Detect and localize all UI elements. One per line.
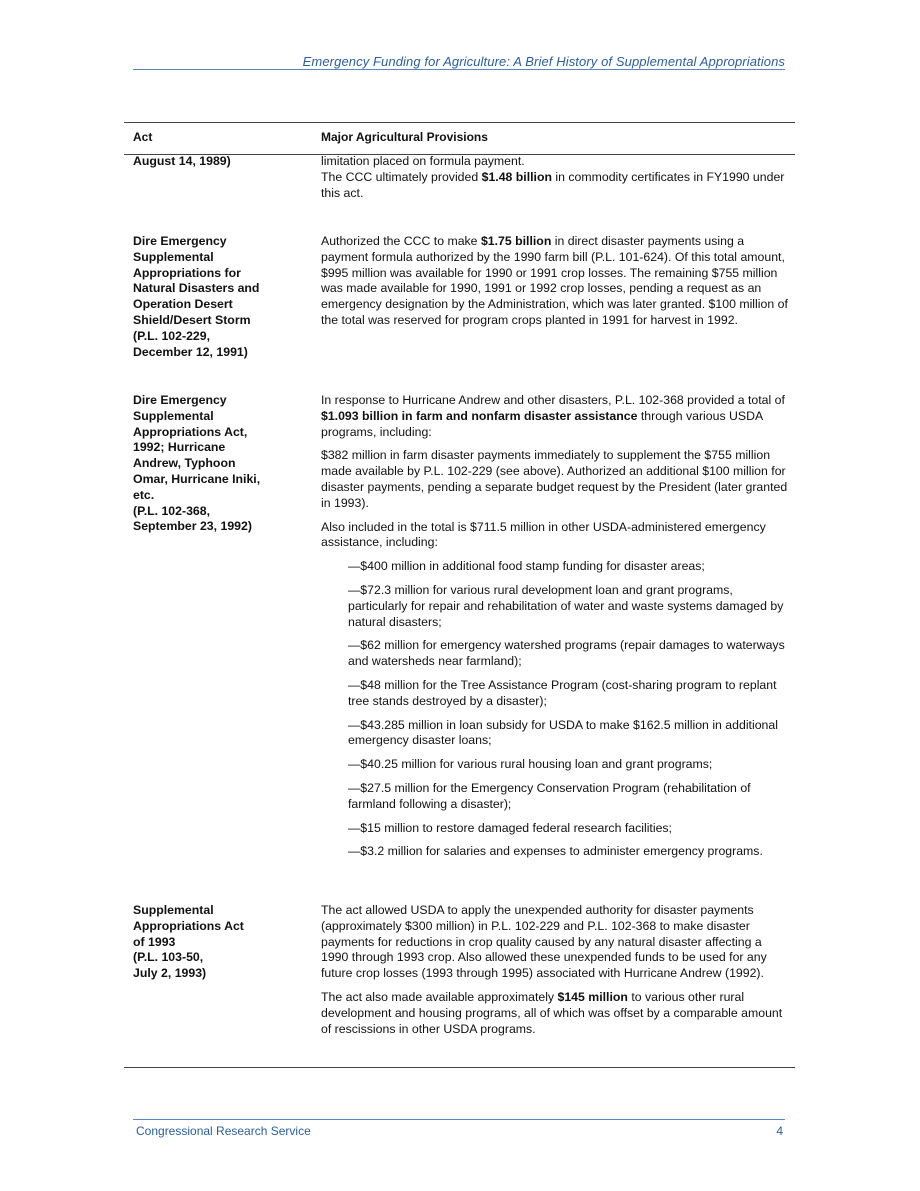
provision-paragraph: Authorized the CCC to make $1.75 billion in direct disaster payments using a payment formula authorized by the 1990 farm bill (P.L. 101-624). Of this total amount, $995 million was available for 1990 or 1991 crop losses. The remaining $755 million was made available for 1990, 1991 or 1992 crop losses, pending a request as an emergency designation by the Administration, which was later granted. $100 million of the total was reserved for program crops planted in 1991 for harvest in 1992. (321, 234, 788, 327)
column-header-provisions: Major Agricultural Provisions (321, 130, 488, 144)
act-line: etc. (133, 487, 155, 502)
act-line: July 2, 1993) (133, 966, 207, 981)
act-cell (133, 154, 293, 170)
act-line: Appropriations Act, (133, 424, 248, 439)
footer-rule (133, 1119, 785, 1120)
act-line: Supplemental (133, 249, 214, 264)
provision-bullet: —$62 million for emergency watershed programs (repair damages to waterways and watersheds near farmland); (348, 638, 785, 669)
act-line: (P.L. 102-368, (133, 503, 211, 518)
act-line: Dire Emergency (133, 393, 227, 407)
act-line: August 14, 1989) (133, 154, 231, 168)
act-line: (P.L. 103-50, (133, 950, 204, 965)
act-line: Supplemental (133, 408, 214, 423)
act-line: (P.L. 102-229, (133, 328, 211, 343)
act-cell (133, 234, 293, 360)
provision-paragraph: limitation placed on formula payment. (321, 154, 525, 168)
provision-paragraph: In response to Hurricane Andrew and other disasters, P.L. 102-368 provided a total of $1.093 billion in farm and nonfarm disaster assistance through various USDA programs, including: (321, 393, 785, 439)
act-line: of 1993 (133, 934, 176, 949)
act-cell (133, 393, 293, 535)
act-line: Supplemental (133, 903, 214, 917)
provision-paragraph: $382 million in farm disaster payments immediately to supplement the $755 million made available by P.L. 102-229 (see above). Authorized an additional $100 million for disaster payments, pending a separate budget request by the President (later granted in 1993). (321, 448, 788, 510)
provision-bullet: —$40.25 million for various rural housing loan and grant programs; (348, 757, 713, 772)
act-cell (133, 903, 293, 982)
provision-paragraph: The act allowed USDA to apply the unexpended authority for disaster payments (approximately $300 million) in P.L. 102-229 and P.L. 102-368 to make disaster payments for reductions in crop quality caused by any natural disaster affecting a 1990 through 1993 crop. Also allowed these unexpended funds to be used for any future crop losses (1993 through 1995) associated with Hurricane Andrew (1992). (321, 903, 767, 981)
footer-publisher: Congressional Research Service (136, 1124, 311, 1138)
act-line: Appropriations Act (133, 918, 244, 933)
provision-bullet: —$43.285 million in loan subsidy for USDA to make $162.5 million in additional emergency disaster loans; (348, 717, 778, 748)
provision-paragraph: The act also made available approximately $145 million to various other rural development and housing programs, all of which was offset by a comparable amount of rescissions in other USDA programs. (321, 989, 783, 1036)
provision-bullet: —$27.5 million for the Emergency Conservation Program (rehabilitation of farmland following a disaster); (348, 780, 751, 811)
provisions-cell (321, 154, 791, 209)
table-top-rule (124, 122, 795, 123)
provision-paragraph: The CCC ultimately provided $1.48 billion in commodity certificates in FY1990 under this act. (321, 169, 785, 200)
provision-bullet: —$3.2 million for salaries and expenses to administer emergency programs. (348, 844, 763, 859)
act-line: December 12, 1991) (133, 344, 248, 359)
running-header-title: Emergency Funding for Agriculture: A Brief History of Supplemental Appropriations (302, 54, 785, 69)
table-bottom-rule (124, 1067, 795, 1068)
act-line: Appropriations for (133, 265, 241, 280)
provision-paragraph: Also included in the total is $711.5 million in other USDA-administered emergency assistance, including: (321, 519, 766, 550)
header-rule (133, 69, 785, 70)
bold-amount: $145 million (557, 989, 628, 1004)
act-line: Omar, Hurricane Iniki, (133, 471, 261, 486)
bold-amount: $1.75 billion (480, 234, 552, 248)
act-line: Dire Emergency (133, 234, 227, 248)
provision-bullet: —$48 million for the Tree Assistance Program (cost-sharing program to replant tree stands destroyed by a disaster); (348, 677, 777, 708)
provision-bullet: —$400 million in additional food stamp funding for disaster areas; (348, 559, 705, 574)
act-line: Operation Desert (133, 297, 233, 312)
provision-bullet: —$15 million to restore damaged federal research facilities; (348, 820, 672, 835)
act-line: Natural Disasters and (133, 281, 260, 296)
page-number: 4 (776, 1124, 783, 1138)
act-line: Andrew, Typhoon (133, 456, 236, 471)
provisions-cell (321, 234, 791, 337)
bold-amount: $1.093 billion in farm and nonfarm disaster assistance (321, 408, 638, 423)
provision-bullet: —$72.3 million for various rural development loan and grant programs, particularly for repair and rehabilitation of water and waste systems damaged by natural disasters; (348, 582, 784, 629)
act-line: 1992; Hurricane (133, 440, 226, 455)
column-header-act: Act (133, 130, 153, 144)
act-line: Shield/Desert Storm (133, 312, 251, 327)
bold-amount: $1.48 billion (481, 169, 552, 184)
provisions-cell (321, 393, 791, 868)
act-line: September 23, 1992) (133, 519, 252, 534)
provisions-cell (321, 903, 791, 1045)
